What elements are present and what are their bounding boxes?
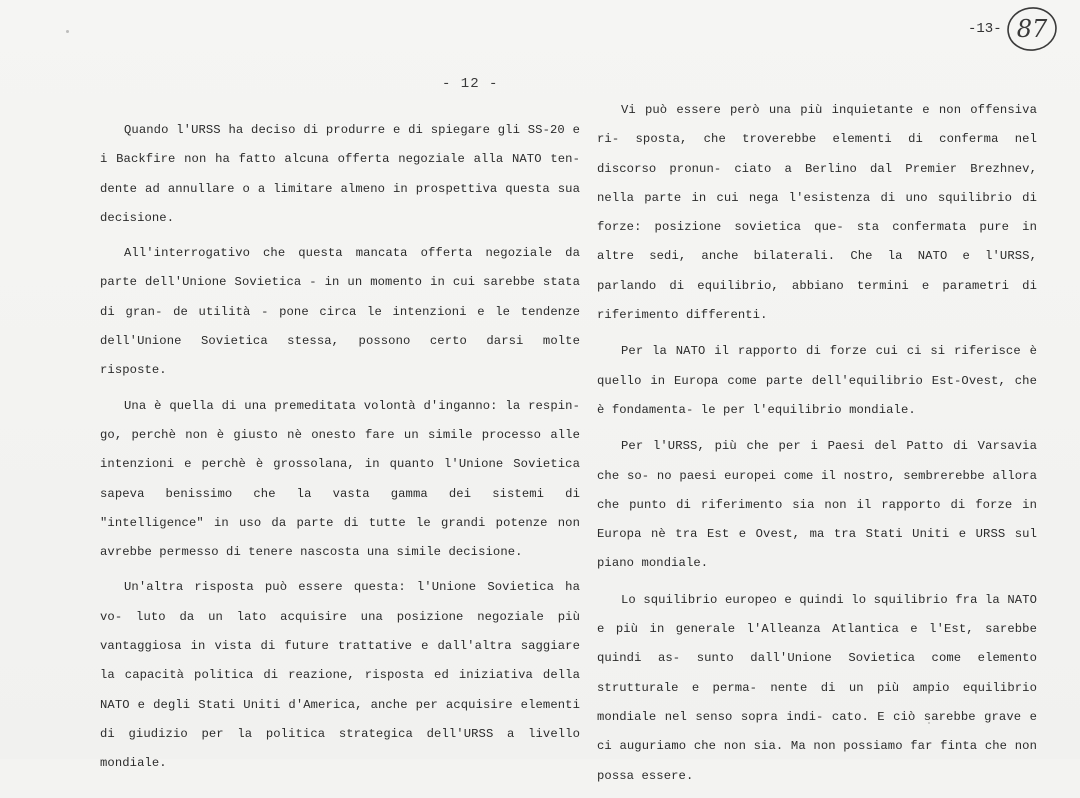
right-paragraph-3-text: Per l'URSS, più che per i Paesi del Patto di Varsavia che so- no paesi europei come il nostro, sembrerebbe allora che punto di riferimento sia non il rapporto di forze in Europa nè tra Est e Ovest, ma tra Stati Uniti e URSS sul piano mondiale. (597, 439, 1037, 571)
circled-number-text: 87 (1016, 15, 1048, 43)
left-column (100, 116, 580, 785)
right-paragraph-1 (597, 96, 1037, 330)
left-paragraph-4 (100, 573, 580, 778)
left-paragraph-3 (100, 392, 580, 568)
left-paragraph-1-text: Quando l'URSS ha deciso di produrre e di spiegare gli SS-20 e i Backfire non ha fatto alcuna offerta negoziale alla NATO ten- dente ad annullare o a limitare almeno in prospettiva questa sua decisione. (100, 123, 580, 225)
right-paragraph-4 (597, 586, 1037, 791)
right-paragraph-1-text: Vi può essere però una più inquietante e non offensiva ri- sposta, che troverebbe elementi di conferma nel discorso pronun- ciato a Berlino dal Premier Brezhnev, nella parte in cui nega l'esistenza di uno squilibrio di forze: posizione sovietica que- sta confermata pure in altre sedi, anche bilaterali. Che la NATO e l'URSS, parlando di equilibrio, abbiano termini e parametri di riferimento differenti. (597, 103, 1037, 323)
scan-speck (928, 722, 930, 724)
right-paragraph-2-text: Per la NATO il rapporto di forze cui ci si riferisce è quello in Europa come parte dell'equilibrio Est-Ovest, che è fondamenta- le per l'equilibrio mondiale. (597, 344, 1037, 417)
right-paragraph-3 (597, 432, 1037, 578)
scan-speck (66, 30, 69, 33)
right-paragraph-2 (597, 337, 1037, 425)
right-page-number: -13- (968, 21, 1002, 37)
left-page-number: - 12 - (442, 76, 499, 92)
left-paragraph-4-text: Un'altra risposta può essere questa: l'Unione Sovietica ha vo- luto da un lato acquisire una posizione negoziale più vantaggiosa in vista di future trattative e dall'altra saggiare la capacità politica di reazione, risposta ed iniziativa della NATO e degli Stati Uniti d'America, anche per acquisire elementi di giudizio per la politica strategica dell'URSS a livello mondiale. (100, 580, 580, 771)
handwritten-circled-number (1004, 4, 1060, 54)
left-paragraph-3-text: Una è quella di una premeditata volontà d'inganno: la respin- go, perchè non è giusto nè onesto fare un simile processo alle intenzioni e perchè è grossolana, in quanto l'Unione Sovietica sapeva benissimo che la vasta gamma dei sistemi di "intelligence" in uso da parte di tutte le grandi potenze non avrebbe permesso di tenere nascosta una simile decisione. (100, 398, 580, 560)
left-paragraph-2-text: All'interrogativo che questa mancata offerta negoziale da parte dell'Unione Sovietica - in un momento in cui sarebbe stata di gran- de utilità - pone circa le intenzioni e le tendenze dell'Unione Sovietica stessa, possono certo darsi molte risposte. (100, 246, 580, 378)
right-paragraph-4-text: Lo squilibrio europeo e quindi lo squilibrio fra la NATO e più in generale l'Alleanza Atlantica e l'Est, sarebbe quindi as- sunto dall'Unione Sovietica come elemento strutturale e perma- nente di un più ampio equilibrio mondiale nel senso sopra indi- cato. E ciò sarebbe grave e ci auguriamo che non sia. Ma non possiamo far finta che non possa essere. (597, 592, 1037, 783)
scan-speck (566, 190, 568, 192)
right-column (597, 96, 1037, 798)
left-paragraph-1 (100, 116, 580, 233)
left-paragraph-2 (100, 239, 580, 385)
